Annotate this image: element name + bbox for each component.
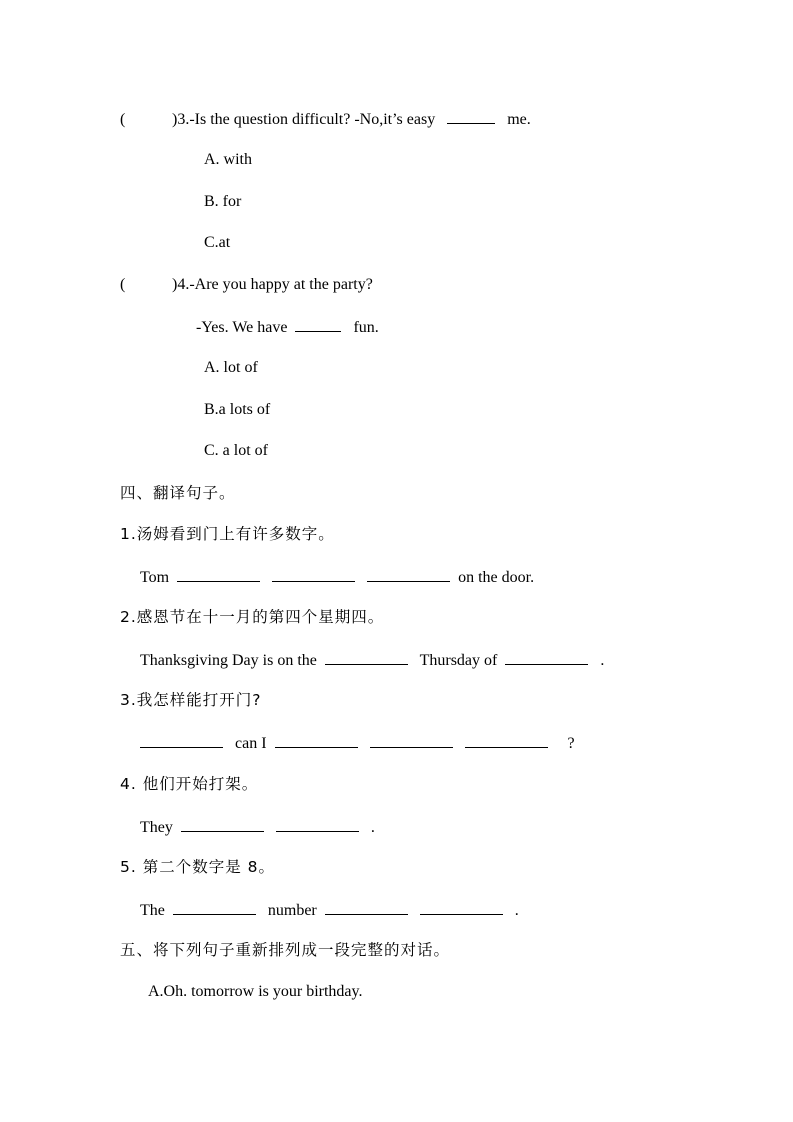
answer-blank[interactable] [272,566,355,582]
option-a: A. lot of [204,359,258,376]
answer-prefix: -Yes. We have [196,319,288,336]
option-b: B.a lots of [204,401,271,418]
option-a: A. with [204,151,252,168]
question-text: )3.-Is the question difficult? -No,it’s easy [172,111,436,128]
answer-blank[interactable] [370,732,453,748]
answer-blank[interactable] [505,649,588,665]
translation-item-5-chinese: 5. 第二个数字是 8。 [120,858,276,876]
translation-item-2-english [140,649,604,671]
translation-item-3-english [140,732,575,754]
sentence-start: They [140,819,173,836]
answer-blank[interactable] [275,732,358,748]
option-b: B. for [204,193,242,210]
translation-item-3-chinese: 3.我怎样能打开门? [120,691,262,709]
sentence-end: . [514,902,519,919]
answer-blank[interactable] [276,816,359,832]
sentence-end: . [600,652,605,669]
answer-blank[interactable] [181,816,264,832]
answer-blank[interactable] [367,566,450,582]
sentence-end: ? [567,735,575,752]
answer-blank[interactable] [173,899,256,915]
sentence-start: The [140,902,165,919]
answer-blank[interactable] [325,899,408,915]
question-text-end: me. [507,111,531,128]
sentence-middle: can I [235,735,267,752]
sentence-end: on the door. [458,569,535,586]
answer-blank[interactable] [177,566,260,582]
translation-item-2-chinese: 2.感恩节在十一月的第四个星期四。 [120,608,385,626]
dialogue-sentence-a: A.Oh. tomorrow is your birthday. [148,983,363,1000]
option-c: C.at [204,234,231,251]
answer-blank[interactable] [140,732,223,748]
answer-suffix: fun. [353,319,379,336]
answer-blank[interactable] [420,899,503,915]
translation-item-1-chinese: 1.汤姆看到门上有许多数字。 [120,525,335,543]
translation-item-4-english [140,816,375,838]
answer-blank[interactable] [465,732,548,748]
translation-item-1-english [140,566,534,588]
sentence-middle: Thursday of [419,652,498,669]
option-c: C. a lot of [204,442,268,459]
sentence-middle: number [267,902,317,919]
question-4 [120,275,373,295]
section-heading: 四、翻译句子。 [120,484,236,502]
section-heading: 五、将下列句子重新排列成一段完整的对话。 [120,941,451,959]
answer-blank[interactable] [295,316,341,332]
answer-paren: ( [120,111,126,128]
answer-blank[interactable] [447,108,495,124]
question-3 [120,108,531,130]
sentence-start: Thanksgiving Day is on the [140,652,317,669]
translation-item-5-english [140,899,519,921]
question-text: )4.-Are you happy at the party? [172,276,373,293]
translation-item-4-chinese: 4. 他们开始打架。 [120,775,259,793]
sentence-end: . [370,819,375,836]
sentence-start: Tom [140,569,170,586]
answer-blank[interactable] [325,649,408,665]
question-4-answer [196,316,379,338]
answer-paren: ( [120,276,126,293]
